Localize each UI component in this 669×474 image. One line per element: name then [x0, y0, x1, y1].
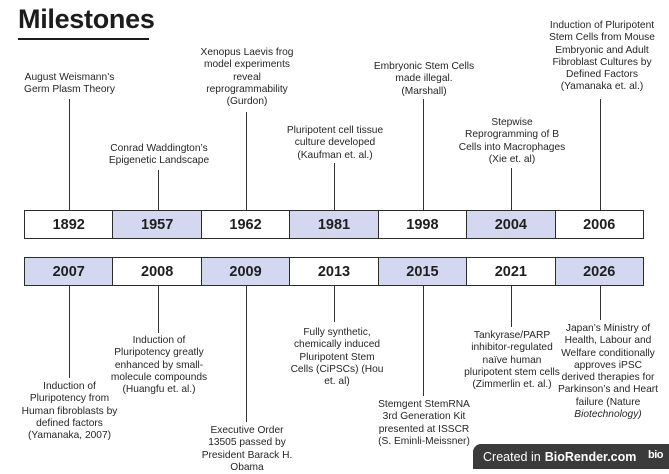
page-title: Milestones — [18, 4, 155, 34]
biorender-badge[interactable] — [473, 444, 669, 469]
year-cell: 2008 — [113, 258, 201, 285]
title-underline — [18, 38, 149, 40]
event-2009: Executive Order 13505 passed by President Barack H. Obama — [201, 425, 293, 473]
event-1962: Xenopus Laevis frog model experiments reveal reprogrammability (Gurdon) — [200, 47, 294, 108]
event-1981: Pluripotent cell tissue culture developed (Kaufman et. al.) — [286, 125, 384, 161]
biorender-logo-icon: bio — [648, 449, 663, 461]
badge-prefix: Created in — [483, 449, 541, 464]
connector-line — [600, 99, 601, 210]
event-1892: August Weismann’s Germ Plasm Theory — [24, 72, 115, 96]
connector-line — [600, 286, 601, 320]
year-cell: 1962 — [202, 211, 290, 238]
event-2008: Induction of Pluripotency greatly enhanced by small- molecule compounds (Huangfu et. al.) — [110, 335, 208, 396]
event-2006: Induction of Pluripotent Stem Cells from Mouse Embryonic and Adult Fibroblast Cultures by Defined Factors (Yamanaka et. al.) — [549, 20, 655, 93]
event-2026: Japan’s Ministry of Health, Labour and Welfare conditionally approves iPSC derived therapies for Parkinson’s and Heart failure (Nature Biotechnology) — [557, 323, 659, 421]
connector-line — [246, 112, 247, 210]
event-2004: Stepwise Reprogramming of B Cells into Macrophages (Xie et. al) — [458, 117, 566, 165]
connector-line — [334, 286, 335, 322]
event-2015: Stemgent StemRNA 3rd Generation Kit presented at ISSCR (S. Eminli-Meissner) — [378, 399, 470, 447]
year-cell: 2015 — [379, 258, 467, 285]
connector-line — [423, 99, 424, 210]
year-cell: 2009 — [202, 258, 290, 285]
year-cell: 1892 — [25, 211, 113, 238]
year-cell: 2007 — [25, 258, 113, 285]
year-cell: 2013 — [290, 258, 378, 285]
event-2021: Tankyrase/PARP inhibitor-regulated naïve human pluripotent stem cells (Zimmerlin et. al.) — [464, 330, 560, 391]
connector-line — [511, 168, 512, 210]
year-cell: 2021 — [467, 258, 555, 285]
timeline-row-bottom — [24, 257, 644, 286]
year-cell: 2004 — [467, 211, 555, 238]
badge-brand: BioRender.com — [544, 449, 637, 464]
connector-line — [423, 286, 424, 396]
event-1957: Conrad Waddington’s Epigenetic Landscape — [108, 143, 210, 167]
year-cell: 1957 — [113, 211, 201, 238]
event-2007: Induction of Pluripotency from Human fibroblasts by defined factors (Yamanaka, 2007) — [21, 381, 118, 442]
connector-line — [511, 286, 512, 327]
connector-line — [246, 286, 247, 422]
year-cell: 2006 — [583, 216, 616, 233]
event-2013: Fully synthetic, chemically induced Pluripotent Stem Cells (CiPSCs) (Hou et. al) — [290, 327, 384, 388]
connector-line — [69, 99, 70, 210]
year-cell: 2026 — [556, 258, 643, 285]
timeline-row-top — [24, 210, 644, 239]
year-cell: 1998 — [379, 211, 467, 238]
connector-line — [69, 286, 70, 378]
connector-line — [334, 163, 335, 210]
event-1998: Embryonic Stem Cells made illegal. (Marshall) — [373, 61, 475, 97]
connector-line — [158, 286, 159, 333]
connector-line — [158, 170, 159, 210]
year-cell: 1981 — [290, 211, 378, 238]
